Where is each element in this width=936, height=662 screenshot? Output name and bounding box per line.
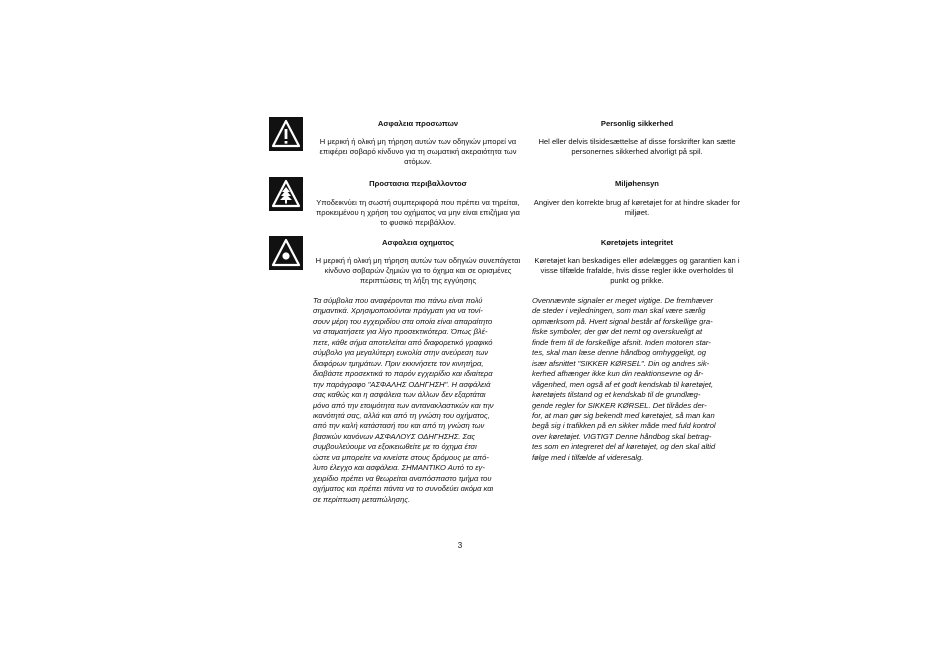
greek-personal-safety-text: Η μερική ή ολική μη τήρηση αυτών των οδηγιών μπορεί να επιφέρει σοβαρό κίνδυνο για τη σωματική ακεραιότητα των ατόμων. (319, 137, 517, 166)
danish-note-line: Ovennævnte signaler er meget vigtige. De fremhæver (532, 296, 714, 305)
danish-note (532, 296, 742, 463)
danish-note-line: de steder i vejledningen, som man skal være særlig (532, 306, 706, 316)
danish-vehicle-text: Køretøjet kan beskadiges eller ødelægges og garantien kan i visse tilfælde frafalde, hvis disse regler ikke overholdes til punkt og prikke. (534, 256, 740, 285)
danish-personal-safety-title: Personlig sikkerhed (600, 119, 674, 128)
greek-note-line: σε περίπτωση μεταπώλησης. (313, 494, 411, 504)
danish-note-line: for, at man gør sig bekendt med køretøjet, så man kan (532, 410, 715, 420)
greek-note-line: από την καλή κατάστασή του και από τη γνώση των (313, 421, 485, 431)
danish-note-line: begå sig i trafikken på en sikker måde med fuld kontrol (532, 421, 716, 431)
danish-note-line: opmærksom på. Hvert signal består af forskellige gra- (532, 316, 713, 326)
greek-note-line: διαφόρων τμημάτων. Πριν εκκινήσετε τον κινητήρα, (313, 358, 484, 368)
greek-personal-safety-section (313, 119, 523, 167)
danish-note-line: gende regler for SIKKER KØRSEL. Det tilrådes der- (532, 400, 707, 410)
danish-note-line: følge med i tilfælde af videresalg. (532, 452, 644, 462)
greek-note-line: την παράγραφο "ΑΣΦΑΛΗΣ ΟΔΗΓΗΣΗ". Η ασφάλειά (313, 379, 491, 389)
greek-note-line: να σταματήσετε για λίγο προσεκτικότερα. Όπως βλέ- (313, 327, 488, 337)
danish-note-line: vågenhed, men også af et godt kendskab til køretøjet, (532, 379, 714, 389)
greek-note-line: σύμβολο για μεγαλύτερη ευκολία στην ανεύρεση των (313, 348, 489, 358)
danish-note-line: kerhed afhænger ikke kun din reaktionsevne og år- (532, 369, 704, 379)
greek-vehicle-text: Η μερική ή ολική μη τήρηση αυτών των οδηγιών συνεπάγεται κίνδυνο σοβαρών ζημιών για το όχημα και σε ορισμένες περιπτώσεις τη λήξη της εγγύησης (315, 256, 521, 285)
danish-note-line: køretøjets tilstand og et kendskab til de grundlæg- (532, 390, 701, 400)
greek-note-line: διαβάστε προσεκτικά το παρόν εγχειρίδιο και ιδιαίτερα (313, 369, 493, 379)
danish-environment-text: Angiver den korrekte brug af køretøjet for at hindre skader for miljøet. (533, 198, 741, 217)
greek-personal-safety-title: Ασφαλεια προσωπων (377, 119, 459, 128)
greek-note-line: Τα σύμβολα που αναφέρονται πιο πάνω είναι πολύ (313, 296, 483, 305)
danish-note-line: fiske symboler, der gør det nemt og overskueligt at (532, 327, 703, 337)
greek-note-line: μόνο από την ετοιμότητα των αντανακλαστικών και την (313, 400, 494, 410)
page-number: 3 (457, 541, 463, 550)
danish-vehicle-title: Køretøjets integritet (600, 238, 674, 247)
greek-note-line: λυτο έλεγχο και ασφάλεια. ΣΗΜΑΝΤΙΚΟ Αυτό το εγ- (313, 463, 485, 473)
greek-note-line: οχήματος και πρέπει πάντα να το συνοδεύει ακόμα και (313, 484, 494, 494)
danish-personal-safety-text: Hel eller delvis tilsidesættelse af disse forskrifter kan sætte personernes sikkerhed alvorligt på spil. (538, 137, 736, 156)
warning-exclamation-icon (269, 117, 303, 151)
danish-environment-title: Miljøhensyn (615, 179, 659, 188)
danish-note-line: finde frem til de forskellige afsnit. Inden motoren star- (532, 337, 711, 347)
greek-note-line: χειρίδιο πρέπει να θεωρείται αναπόσπαστο τμήμα του (313, 473, 492, 483)
greek-note-line: ώστε να μπορείτε να κινείστε στους δρόμους με από- (313, 452, 489, 462)
greek-environment-title: Προστασια περιβαλλοντοσ (369, 179, 467, 188)
environment-tree-icon (269, 177, 303, 211)
danish-note-line: især afsnittet "SIKKER KØRSEL". Din og andres sik- (532, 358, 710, 368)
greek-note-line: σουν μέρη του εγχειριδίου στα οποία είναι απαραίτητο (313, 316, 493, 326)
danish-note-line: tes som en integreret del af køretøjet, og den skal altid (532, 442, 716, 452)
greek-vehicle-section (313, 238, 523, 286)
greek-note-line: ικανότητά σας, αλλά και από τη γνώση του οχήματος, (313, 410, 490, 420)
greek-environment-text: Υποδεικνύει τη σωστή συμπεριφορά που πρέπει να τηρείται, προκειμένου η χρήση του οχήματος να μην είναι επιζήμια για το φυσικό περιβάλλον. (316, 198, 520, 227)
greek-note (313, 296, 523, 505)
greek-environment-section (313, 179, 523, 228)
danish-note-line: over køretøjet. VIGTIGT Denne håndbog skal betrag- (532, 431, 712, 441)
greek-note-line: πετε, κάθε σήμα αποτελείται από διαφορετικό γραφικό (313, 337, 493, 347)
danish-personal-safety-section (532, 119, 742, 157)
greek-vehicle-title: Ασφαλεια οχηματος (382, 238, 454, 247)
danish-environment-section (532, 179, 742, 218)
danish-vehicle-section (532, 238, 742, 286)
vehicle-warning-icon (269, 236, 303, 270)
greek-note-line: σημαντικά. Χρησιμοποιούνται πράγματι για να τονί- (313, 306, 483, 316)
greek-note-line: συμβουλεύουμε να εξοικειωθείτε με το όχημα έτσι (313, 442, 477, 452)
greek-note-line: βασικών κανόνων ΑΣΦΑΛΟΥΣ ΟΔΗΓΗΣΗΣ. Σας (313, 431, 476, 441)
greek-note-line: σας καθώς και η ασφάλεια των άλλων δεν εξαρτάται (313, 390, 486, 400)
danish-note-line: tes, skal man læse denne håndbog omhyggeligt, og (532, 348, 706, 358)
